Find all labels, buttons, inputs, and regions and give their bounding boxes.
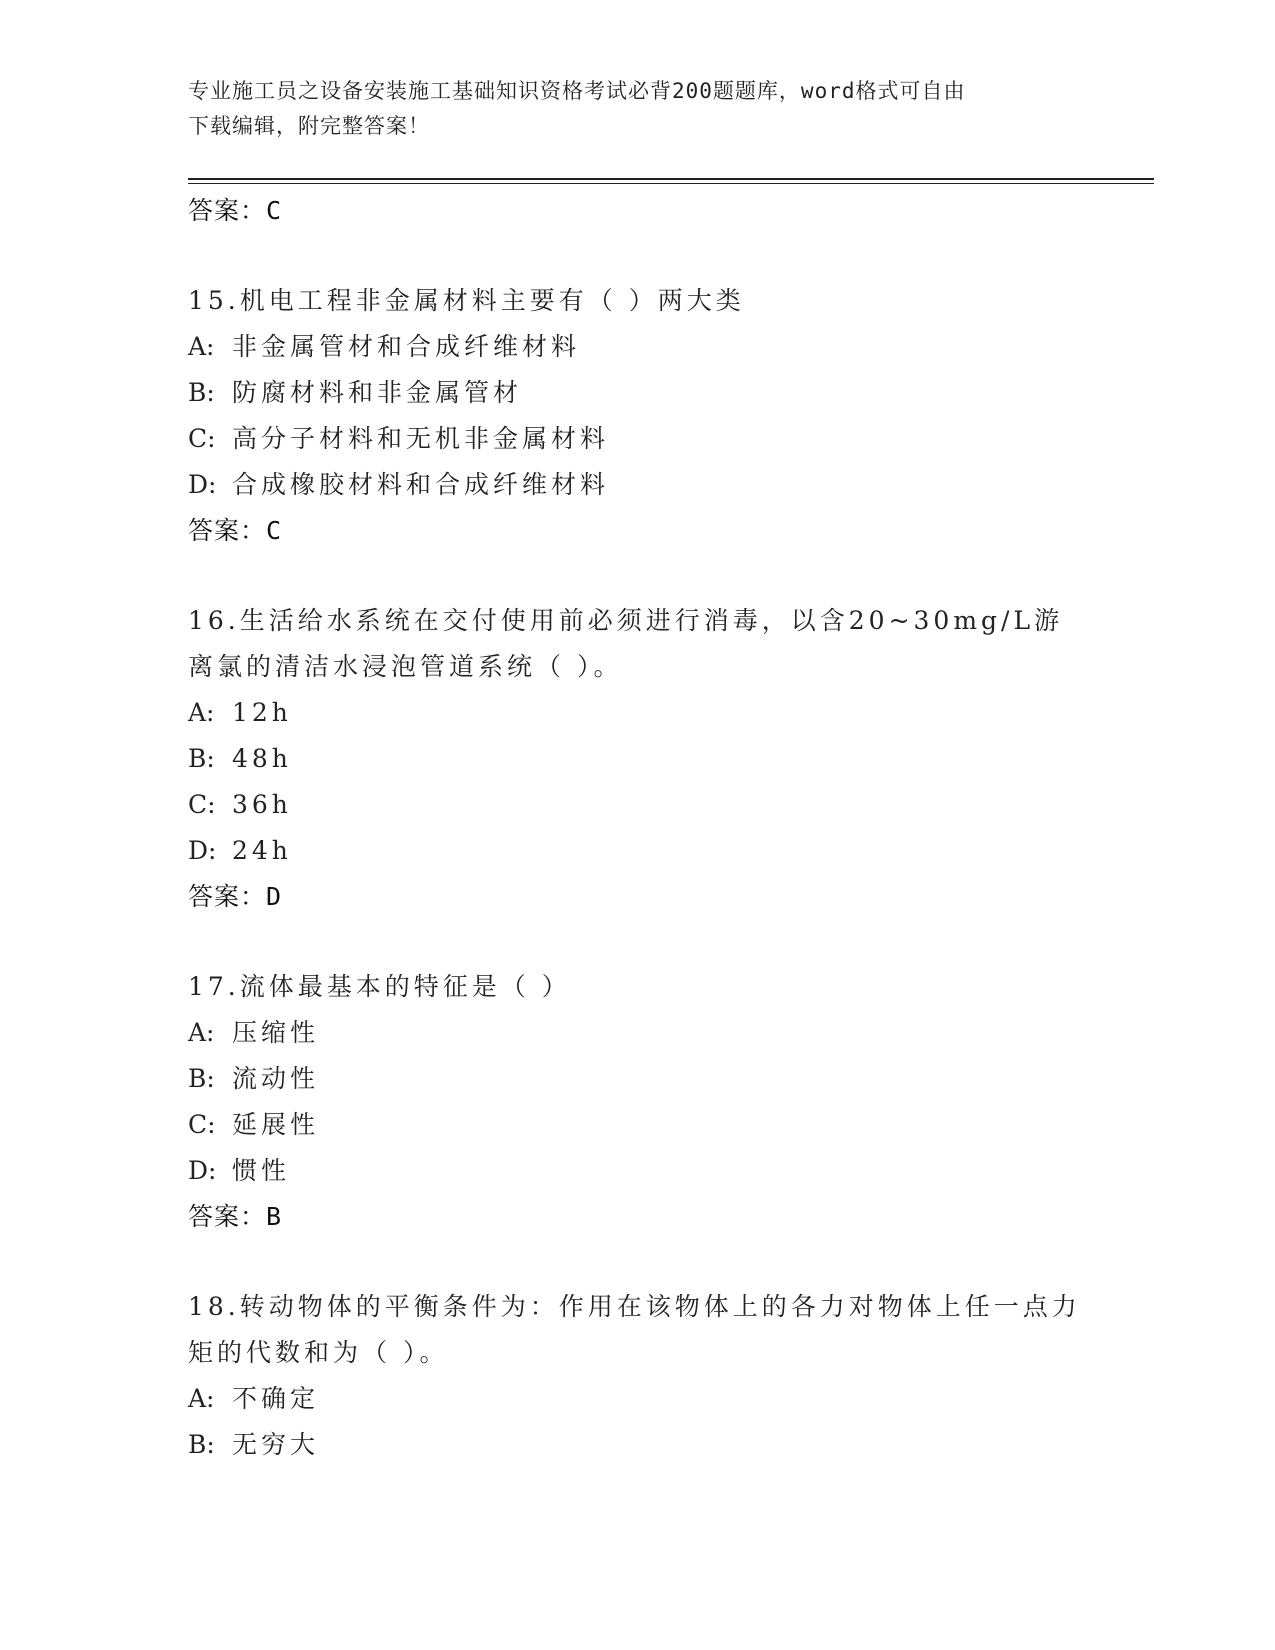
answer-line [188,508,1088,554]
answer-label: 答案： [188,516,267,545]
answer-line [188,1194,1088,1240]
question-list [188,188,1088,1468]
option-c [188,416,1088,462]
option-text: 无穷大 [232,1430,320,1459]
option-b [188,736,1088,782]
option-d [188,462,1088,508]
option-key: B: [188,1430,215,1459]
option-text: 高分子材料和无机非金属材料 [232,424,610,453]
answer-value: D [266,882,283,911]
option-key: A: [188,1018,215,1047]
question-18 [188,1284,1088,1468]
answer-label: 答案： [188,1202,267,1231]
question-text: 15.机电工程非金属材料主要有（ ）两大类 [188,286,745,315]
option-key: B: [188,378,215,407]
option-key: D: [188,1156,217,1185]
option-text: 合成橡胶材料和合成纤维材料 [232,470,610,499]
option-d [188,1148,1088,1194]
question-text: 16.生活给水系统在交付使用前必须进行消毒，以含20~30mg/L游离氯的清洁水浸泡管道系统（ ）。 [188,606,1064,681]
answer-line [188,874,1088,920]
option-key: D: [188,470,217,499]
option-text: 12h [232,698,292,727]
header-rule-thin [188,183,1154,184]
option-key: C: [188,424,216,453]
question-text: 18.转动物体的平衡条件为：作用在该物体上的各力对物体上任一点力矩的代数和为（ ）。 [188,1292,1081,1367]
option-key: C: [188,1110,216,1139]
option-text: 惯性 [232,1156,291,1185]
option-a [188,1010,1088,1056]
header-line-2: 下载编辑，附完整答案！ [188,114,430,138]
header-line-1: 专业施工员之设备安装施工基础知识资格考试必背200题题库，word格式可自由 [188,79,966,103]
option-key: A: [188,332,215,361]
option-d [188,828,1088,874]
header-rule-thick [188,178,1154,180]
question-15 [188,278,1088,554]
answer-label: 答案： [188,196,267,225]
answer-value: B [266,1202,283,1231]
option-key: A: [188,698,215,727]
option-key: B: [188,744,215,773]
option-key: B: [188,1064,215,1093]
answer-label: 答案： [188,882,267,911]
option-b [188,370,1088,416]
question-text: 17.流体最基本的特征是（ ） [188,972,571,1001]
option-text: 压缩性 [232,1018,320,1047]
option-text: 不确定 [232,1384,320,1413]
option-key: D: [188,836,217,865]
option-b [188,1422,1088,1468]
option-c [188,1102,1088,1148]
answer-line [188,188,1088,234]
option-text: 48h [232,744,292,773]
option-text: 36h [232,790,292,819]
document-header [188,74,1068,144]
option-text: 24h [232,836,292,865]
question-17 [188,964,1088,1240]
option-key: C: [188,790,216,819]
question-16 [188,598,1088,920]
option-text: 防腐材料和非金属管材 [232,378,523,407]
option-a [188,1376,1088,1422]
answer-value: C [266,196,283,225]
option-text: 延展性 [232,1110,320,1139]
option-a [188,324,1088,370]
option-a [188,690,1088,736]
option-b [188,1056,1088,1102]
option-c [188,782,1088,828]
option-key: A: [188,1384,215,1413]
answer-value: C [266,516,283,545]
option-text: 非金属管材和合成纤维材料 [232,332,581,361]
option-text: 流动性 [232,1064,320,1093]
